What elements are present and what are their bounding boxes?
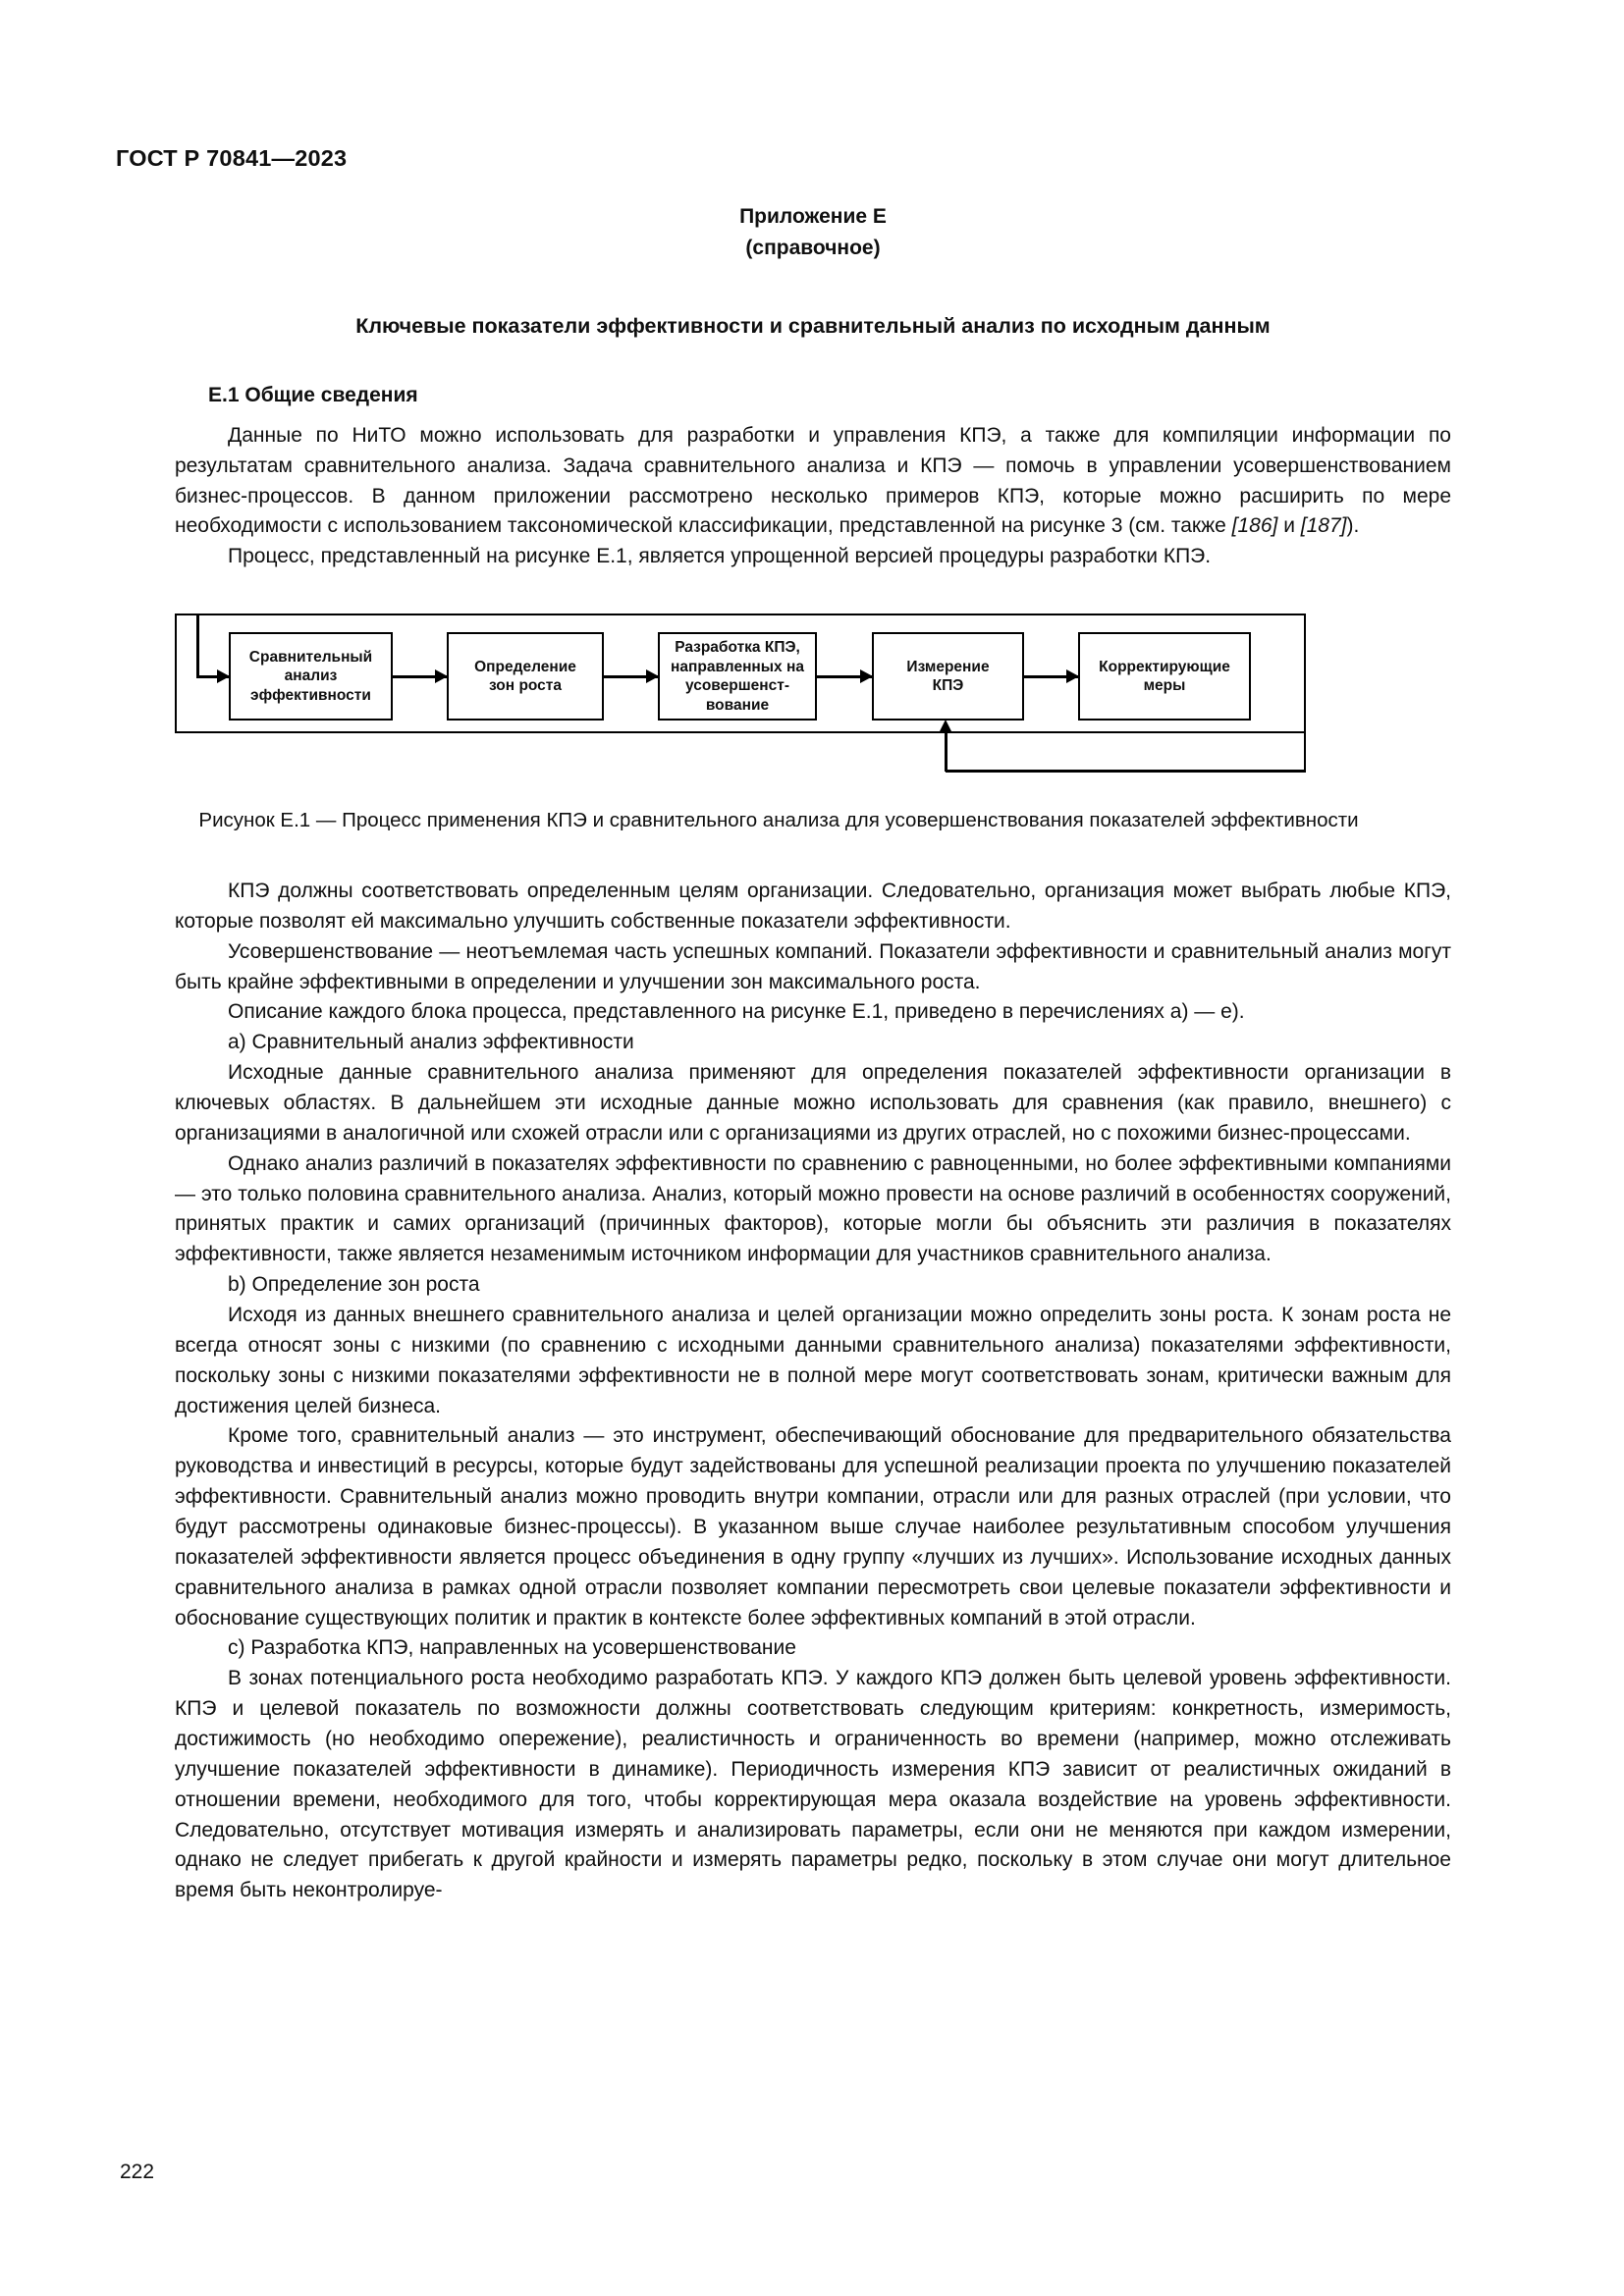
arrow-box-4-to-box-5 [1024,675,1078,678]
feedback-horizontal [946,770,1306,773]
paragraph-3: КПЭ должны соответствовать определенным целям организации. Следовательно, организация может выбрать любые КПЭ, которые позволят ей максимально улучшить собственные показатели эффективности. [175,879,1451,933]
arrow-box-1-to-box-2 [393,675,447,678]
arrow-into-box-1 [196,675,229,678]
flow-box-kpi-development [658,632,817,721]
annex-title: Приложение Е [739,205,887,228]
flow-box-3-line-3: усовершенст- [684,677,789,695]
list-item-b: b) Определение зон роста [228,1273,480,1297]
paragraph-4: Усовершенствование — неотъемлемая часть успешных компаний. Показатели эффективности и сравнительный анализ могут быть крайне эффективными в определении и улучшении зон максимального роста. [175,939,1451,993]
flow-box-corrective-actions [1078,632,1251,721]
annex-heading: Ключевые показатели эффективности и сравнительный анализ по исходным данным [355,313,1271,338]
paragraph-9: Кроме того, сравнительный анализ — это инструмент, обеспечивающий обоснование для предварительного обязательства руководства и инвестиций в ресурсы, которые будут задействованы для успешной реализации проекта по улучшению показателей эффективности. Сравнительный анализ можно проводить внутри компании, отрасли или для разных отраслей (при условии, что будут рассмотрены одинаковые бизнес-процессы). В указанном выше случае наиболее результативным способом улучшения показателей эффективности является процесс объединения в одну группу «лучших из лучших». Использование исходных данных сравнительного анализа в рамках одной отрасли позволяет компании пересмотреть свои целевые показатели эффективности и обоснование существующих политик и практик в контексте более эффективных компаний в этой отрасли. [175,1424,1451,1629]
paragraph-6: Исходные данные сравнительного анализа применяют для определения показателей эффективности организации в ключевых областях. В дальнейшем эти исходные данные можно использовать для сравнения (как правило, внешнего) с организациями в аналогичной или схожей отрасли или с организациями из других отраслей, но с похожими бизнес-процессами. [175,1061,1451,1145]
figure-e1 [175,614,1451,790]
page-number: 222 [120,2161,155,2183]
paragraph-1-end: ). [1346,514,1360,538]
feedback-right-vertical [1304,721,1307,772]
flow-box-1-line-1: Сравнительный [248,648,373,666]
flow-box-2-line-2: зон роста [488,677,563,695]
flow-box-5-line-2: меры [1143,677,1186,695]
paragraph-2: Процесс, представленный на рисунке Е.1, является упрощенной версией процедуры разработки КПЭ. [228,545,1212,568]
flow-box-kpi-measurement [872,632,1024,721]
feedback-arrow-head-icon [939,720,952,733]
paragraph-1-text: Данные по НиТО можно использовать для разработки и управления КПЭ, а также для компиляции информации по результатам сравнительного анализа. Задача сравнительного анализа и КПЭ — помочь в управлении усовершенствованием бизнес-процессов. В данном приложении рассмотрено несколько примеров КПЭ, которые можно расширить по мере необходимости с использованием таксономической классификации, представленной на рисунке 3 (см. также [175,423,1451,538]
flow-box-1-line-2: анализ [284,667,338,685]
flow-box-growth-zones [447,632,604,721]
reference-187: [187] [1300,514,1347,538]
figure-caption: Рисунок Е.1 — Процесс применения КПЭ и сравнительного анализа для усовершенствования показателей эффективности [198,809,1359,832]
flow-box-comparative-analysis [229,632,393,721]
paragraph-1-mid: и [1277,514,1301,538]
paragraph-8: Исходя из данных внешнего сравнительного анализа и целей организации можно определить зоны роста. К зонам роста не всегда относят зоны с низкими (по сравнению с исходными данными сравнительного анализа) показателями эффективности, поскольку зоны с низкими показателями эффективности не в полной мере могут соответствовать зонам, критически важным для достижения целей бизнеса. [175,1303,1451,1417]
list-item-a: a) Сравнительный анализ эффективности [228,1031,634,1054]
flow-box-3-line-4: вование [705,696,770,714]
flow-box-1-line-3: эффективности [250,687,371,705]
flow-box-5-line-1: Корректирующие [1099,658,1230,675]
loop-left-vertical [196,615,199,676]
arrow-box-3-to-box-4 [817,675,872,678]
page-content [175,201,1451,1906]
flow-box-3-line-1: Разработка КПЭ, [675,638,800,656]
paragraph-1 [175,421,1451,542]
flow-box-3-line-2: направленных на [671,658,804,675]
list-item-c: c) Разработка КПЭ, направленных на усовершенствование [228,1636,796,1660]
feedback-up-vertical [945,733,947,772]
flow-box-4-line-1: Измерение [906,658,990,675]
paragraph-10: В зонах потенциального роста необходимо разработать КПЭ. У каждого КПЭ должен быть целевой уровень эффективности. КПЭ и целевой показатель по возможности должны соответствовать следующим критериям: конкретность, измеримость, достижимость (но необходимо опережение), реалистичность и ограниченность во времени (например, можно отслеживать улучшение показателей эффективности в динамике). Периодичность измерения КПЭ зависит от реалистичных ожиданий в отношении времени, необходимого для того, чтобы корректирующая мера оказала воздействие на уровень эффективности. Следовательно, отсутствует мотивация измерять и анализировать параметры, если они не меняются при каждом измерении, однако не следует прибегать к другой крайности и измерять параметры редко, поскольку в этом случае они могут длительное время быть неконтролируе- [175,1667,1451,1902]
arrow-box-2-to-box-3 [604,675,658,678]
flow-row [175,614,1306,733]
paragraph-5: Описание каждого блока процесса, представленного на рисунке Е.1, приведено в перечислениях а) — е). [228,1000,1245,1024]
flow-box-2-line-1: Определение [474,658,576,675]
reference-186: [186] [1231,514,1278,538]
running-head: ГОСТ Р 70841—2023 [116,145,348,171]
annex-subtitle: (справочное) [745,236,881,259]
section-heading-e1: E.1 Общие сведения [208,383,418,406]
paragraph-7: Однако анализ различий в показателях эффективности по сравнению с равноценными, но более эффективными компаниями — это только половина сравнительного анализа. Анализ, который можно провести на основе различий в особенностях сооружений, принятых практик и самих организаций (причинных факторов), которые могли бы объяснить эти различия в показателях эффективности, также является незаменимым источником информации для участников сравнительного анализа. [175,1151,1451,1266]
flow-box-4-line-2: КПЭ [932,677,964,695]
